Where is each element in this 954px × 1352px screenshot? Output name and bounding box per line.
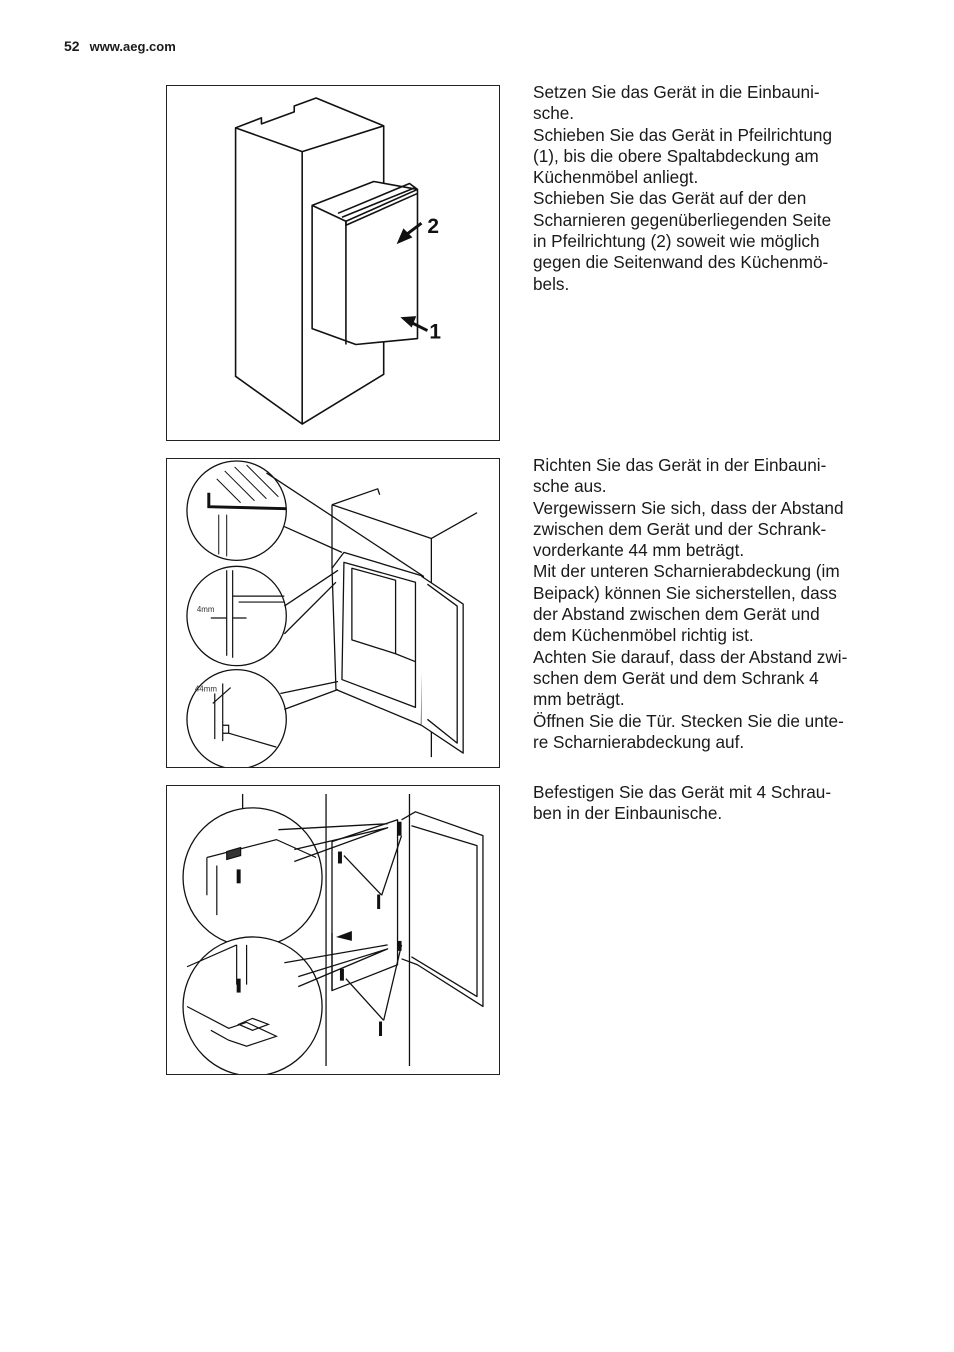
text-line: Schieben Sie das Gerät in Pfeilrichtung	[533, 124, 833, 145]
insert-appliance-drawing	[167, 86, 499, 440]
text-line: gegen die Seitenwand des Küchenmö-	[533, 252, 829, 273]
text-line: Mit der unteren Scharnierabdeckung (im	[533, 561, 840, 582]
text-line: Küchenmöbel anliegt.	[533, 167, 699, 188]
text-line: Scharnieren gegenüberliegenden Seite	[533, 209, 832, 230]
text-line: re Scharnierabdeckung auf.	[533, 731, 745, 752]
text-line: dem Küchenmöbel richtig ist.	[533, 625, 754, 646]
text-line: Beipack) können Sie sicherstellen, dass	[533, 582, 837, 603]
text-line: Öffnen Sie die Tür. Stecken Sie die unte-	[533, 710, 844, 731]
text-line: zwischen dem Gerät und der Schrank-	[533, 518, 827, 539]
text-line: ben in der Einbaunische.	[533, 803, 723, 824]
callout-i-bottom: I	[377, 1018, 384, 1042]
illustration-fix-screws	[166, 785, 500, 1075]
text-line: bels.	[533, 273, 570, 294]
callout-1: 1	[429, 320, 442, 344]
illustration-insert-appliance	[166, 85, 500, 441]
text-line: (1), bis die obere Spaltabdeckung am	[533, 145, 819, 166]
align-appliance-drawing	[167, 459, 499, 767]
text-line: Befestigen Sie das Gerät mit 4 Schrau-	[533, 782, 832, 802]
text-line: Schieben Sie das Gerät auf der den	[533, 188, 807, 209]
page-number: 52	[64, 38, 80, 54]
instruction-align	[533, 455, 893, 753]
callout-2: 2	[427, 215, 440, 239]
text-line: Achten Sie darauf, dass der Abstand zwi-	[533, 646, 848, 667]
text-line: in Pfeilrichtung (2) soweit wie möglich	[533, 231, 820, 252]
text-line: Setzen Sie das Gerät in die Einbauni-	[533, 82, 820, 102]
text-line: sche aus.	[533, 476, 607, 497]
callout-i-top: I	[375, 891, 382, 915]
text-line: vorderkante 44 mm beträgt.	[533, 540, 745, 561]
text-line: mm beträgt.	[533, 689, 625, 710]
instruction-insert	[533, 82, 893, 295]
text-line: Richten Sie das Gerät in der Einbauni-	[533, 455, 827, 475]
page-header	[64, 38, 176, 54]
text-line: der Abstand zwischen dem Gerät und	[533, 604, 820, 625]
text-line: schen dem Gerät und dem Schrank 4	[533, 667, 819, 688]
fix-screws-drawing	[167, 786, 499, 1074]
text-line: Vergewissern Sie sich, dass der Abstand	[533, 497, 844, 518]
instruction-fix	[533, 782, 893, 825]
dimension-44mm: 44mm	[194, 684, 217, 694]
illustration-align-appliance	[166, 458, 500, 768]
header-url: www.aeg.com	[89, 39, 176, 54]
text-line: sche.	[533, 103, 575, 124]
dimension-4mm: 4mm	[196, 605, 215, 615]
